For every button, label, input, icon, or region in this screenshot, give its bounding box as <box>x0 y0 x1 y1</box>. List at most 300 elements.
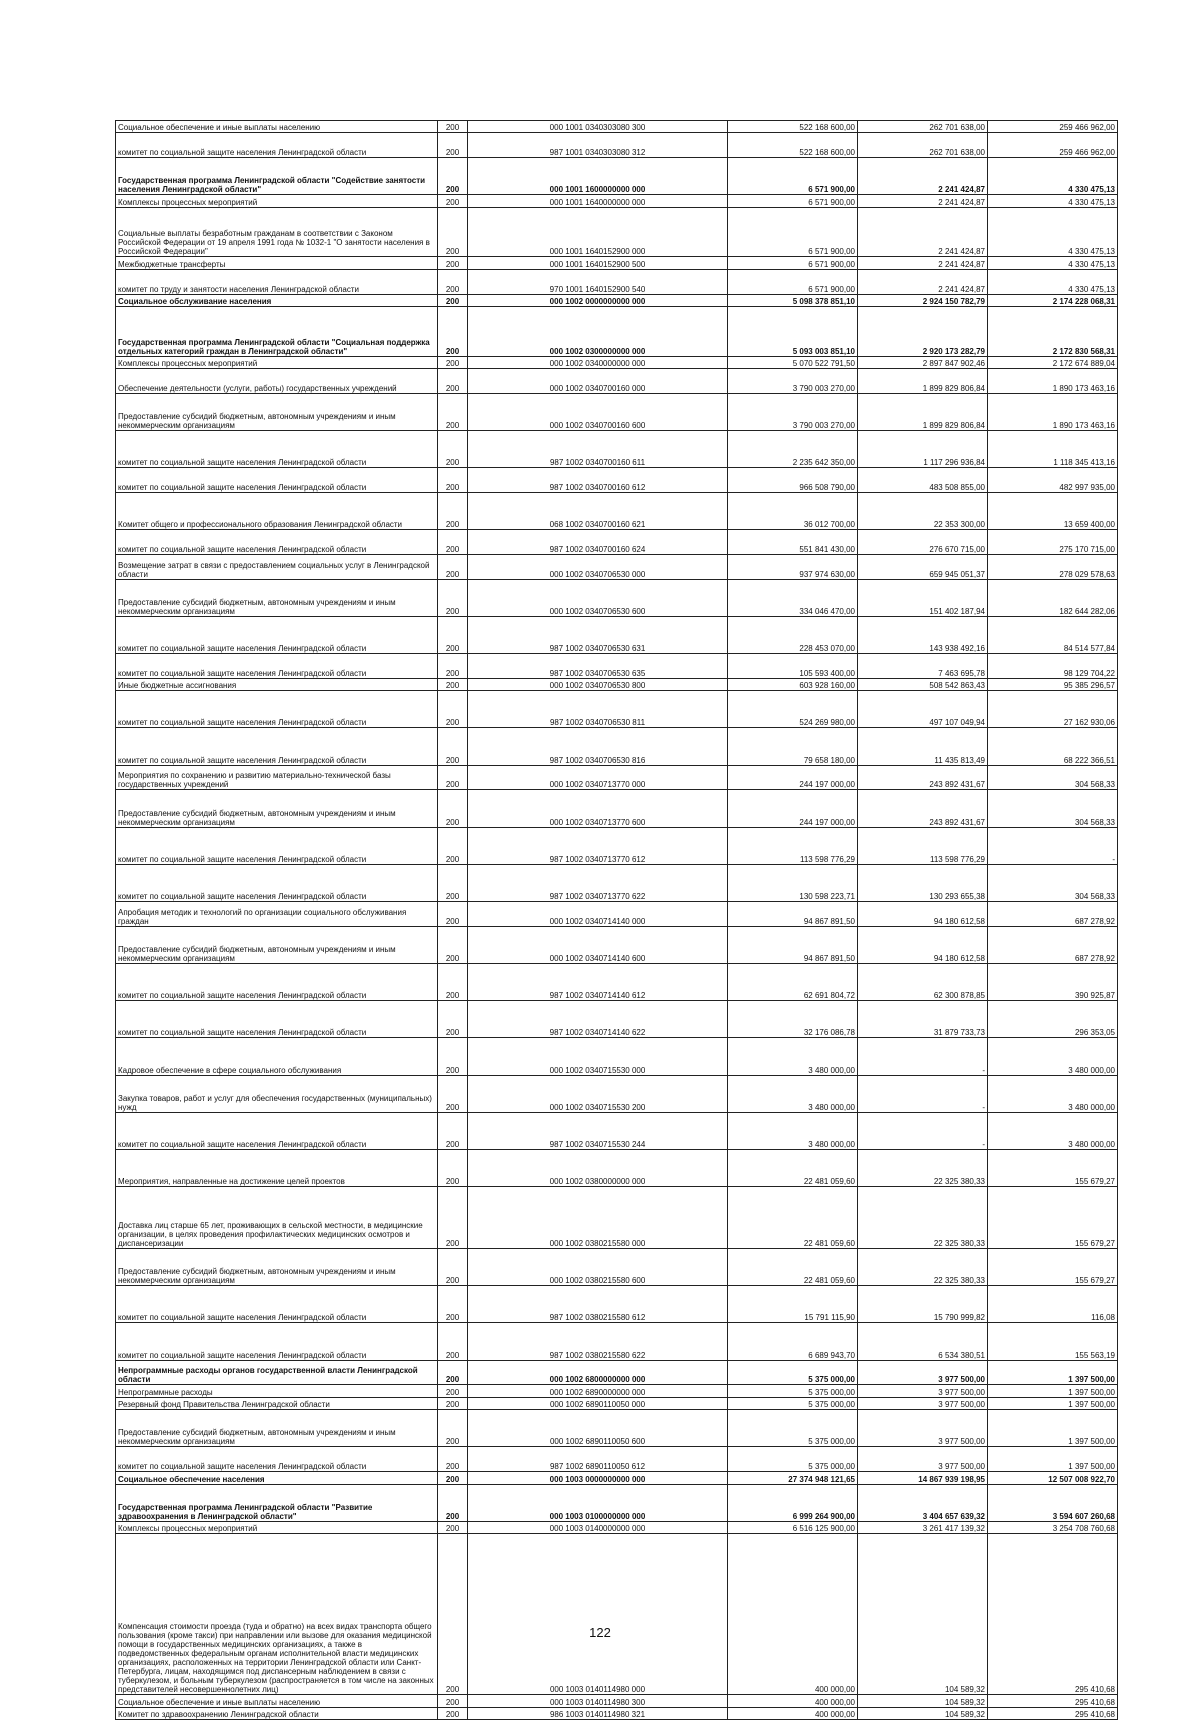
row-budget-code-cell: 000 1002 0340714140 600 <box>468 926 728 963</box>
row-line-code-cell: 200 <box>438 1397 468 1409</box>
row-approved-cell: 3 480 000,00 <box>728 1112 858 1149</box>
row-line-code-cell: 200 <box>438 1410 468 1447</box>
row-executed-cell: - <box>858 1112 988 1149</box>
row-executed-cell: 276 670 715,00 <box>858 530 988 555</box>
table-row <box>116 1249 1118 1286</box>
row-executed-cell: 104 589,32 <box>858 1695 988 1707</box>
row-executed-cell: 143 938 492,16 <box>858 616 988 653</box>
row-executed-cell: 31 879 733,73 <box>858 1001 988 1038</box>
table-row <box>116 356 1118 368</box>
row-executed-cell: 2 897 847 902,46 <box>858 356 988 368</box>
table-row <box>116 195 1118 207</box>
row-approved-cell: 15 791 115,90 <box>728 1286 858 1323</box>
row-executed-cell: 104 589,32 <box>858 1534 988 1695</box>
row-executed-cell: 15 790 999,82 <box>858 1286 988 1323</box>
row-budget-code-cell: 987 1002 0340706530 816 <box>468 728 728 765</box>
row-budget-code-cell: 987 1002 0340700160 611 <box>468 430 728 467</box>
row-name-cell: Мероприятия, направленные на достижение целей проектов <box>116 1149 438 1186</box>
row-approved-cell: 6 516 125 900,00 <box>728 1521 858 1533</box>
row-line-code-cell: 200 <box>438 195 468 207</box>
row-executed-cell: 1 899 829 806,84 <box>858 368 988 393</box>
row-approved-cell: 937 974 630,00 <box>728 554 858 579</box>
table-row <box>116 926 1118 963</box>
row-executed-cell: 659 945 051,37 <box>858 554 988 579</box>
table-row <box>116 554 1118 579</box>
row-budget-code-cell: 000 1001 1640152900 000 <box>468 207 728 257</box>
row-line-code-cell: 200 <box>438 654 468 679</box>
row-name-cell: комитет по социальной защите населения Ленинградской области <box>116 468 438 493</box>
row-executed-cell: 3 977 500,00 <box>858 1360 988 1385</box>
table-row <box>116 269 1118 294</box>
table-row <box>116 654 1118 679</box>
row-budget-code-cell: 987 1002 0340700160 612 <box>468 468 728 493</box>
row-executed-cell: 151 402 187,94 <box>858 579 988 616</box>
row-executed-cell: 3 977 500,00 <box>858 1385 988 1397</box>
row-line-code-cell: 200 <box>438 827 468 864</box>
row-approved-cell: 228 453 070,00 <box>728 616 858 653</box>
row-line-code-cell: 200 <box>438 1112 468 1149</box>
row-budget-code-cell: 987 1002 0340714140 612 <box>468 963 728 1000</box>
row-budget-code-cell: 000 1002 0000000000 000 <box>468 294 728 306</box>
row-name-cell: комитет по социальной защите населения Ленинградской области <box>116 1286 438 1323</box>
row-line-code-cell: 200 <box>438 1521 468 1533</box>
row-executed-cell: 3 404 657 639,32 <box>858 1484 988 1521</box>
row-name-cell: Комплексы процессных мероприятий <box>116 195 438 207</box>
row-name-cell: Социальное обеспечение и иные выплаты населению <box>116 121 438 133</box>
row-unexecuted-cell: 295 410,68 <box>988 1707 1118 1719</box>
row-unexecuted-cell: 68 222 366,51 <box>988 728 1118 765</box>
row-executed-cell: 94 180 612,58 <box>858 926 988 963</box>
row-budget-code-cell: 986 1003 0140114980 321 <box>468 1707 728 1719</box>
row-executed-cell: 497 107 049,94 <box>858 691 988 728</box>
row-unexecuted-cell: 1 890 173 463,16 <box>988 393 1118 430</box>
row-line-code-cell: 200 <box>438 269 468 294</box>
row-unexecuted-cell: 275 170 715,00 <box>988 530 1118 555</box>
row-name-cell: Социальные выплаты безработным гражданам в соответствии с Законом Российской Федерации от 19 апреля 1991 года № 1032-1 "О занятости населения в Российской Федерации" <box>116 207 438 257</box>
row-executed-cell: 483 508 855,00 <box>858 468 988 493</box>
row-unexecuted-cell: 3 254 708 760,68 <box>988 1521 1118 1533</box>
row-unexecuted-cell: 304 568,33 <box>988 765 1118 790</box>
row-unexecuted-cell: 295 410,68 <box>988 1534 1118 1695</box>
row-name-cell: Предоставление субсидий бюджетным, автономным учреждениям и иным некоммерческим организациям <box>116 1249 438 1286</box>
row-budget-code-cell: 000 1002 0340706530 000 <box>468 554 728 579</box>
row-name-cell: комитет по социальной защите населения Ленинградской области <box>116 827 438 864</box>
row-approved-cell: 6 571 900,00 <box>728 158 858 195</box>
row-budget-code-cell: 987 1002 0340714140 622 <box>468 1001 728 1038</box>
row-budget-code-cell: 000 1002 0380215580 000 <box>468 1187 728 1249</box>
row-executed-cell: 3 261 417 139,32 <box>858 1521 988 1533</box>
row-line-code-cell: 200 <box>438 1447 468 1472</box>
row-approved-cell: 3 790 003 270,00 <box>728 393 858 430</box>
table-row <box>116 393 1118 430</box>
row-executed-cell: 14 867 939 198,95 <box>858 1472 988 1484</box>
row-name-cell: Комплексы процессных мероприятий <box>116 356 438 368</box>
table-row <box>116 306 1118 356</box>
row-budget-code-cell: 000 1002 0340700160 000 <box>468 368 728 393</box>
row-name-cell: комитет по труду и занятости населения Ленинградской области <box>116 269 438 294</box>
row-line-code-cell: 200 <box>438 728 468 765</box>
table-row <box>116 1112 1118 1149</box>
row-executed-cell: 3 977 500,00 <box>858 1447 988 1472</box>
row-approved-cell: 400 000,00 <box>728 1707 858 1719</box>
row-approved-cell: 32 176 086,78 <box>728 1001 858 1038</box>
row-budget-code-cell: 000 1003 0140114980 300 <box>468 1695 728 1707</box>
row-approved-cell: 334 046 470,00 <box>728 579 858 616</box>
row-budget-code-cell: 000 1002 0340713770 000 <box>468 765 728 790</box>
row-name-cell: Предоставление субсидий бюджетным, автономным учреждениям и иным некоммерческим организациям <box>116 790 438 827</box>
row-approved-cell: 6 571 900,00 <box>728 195 858 207</box>
row-name-cell: комитет по социальной защите населения Ленинградской области <box>116 1112 438 1149</box>
row-budget-code-cell: 000 1002 6890110050 000 <box>468 1397 728 1409</box>
row-approved-cell: 400 000,00 <box>728 1534 858 1695</box>
row-executed-cell: 243 892 431,67 <box>858 790 988 827</box>
row-name-cell: Обеспечение деятельности (услуги, работы) государственных учреждений <box>116 368 438 393</box>
row-unexecuted-cell: 259 466 962,00 <box>988 121 1118 133</box>
row-unexecuted-cell: 390 925,87 <box>988 963 1118 1000</box>
row-name-cell: Предоставление субсидий бюджетным, автономным учреждениям и иным некоммерческим организациям <box>116 926 438 963</box>
row-approved-cell: 113 598 776,29 <box>728 827 858 864</box>
row-unexecuted-cell: 27 162 930,06 <box>988 691 1118 728</box>
row-approved-cell: 5 093 003 851,10 <box>728 306 858 356</box>
table-row <box>116 1075 1118 1112</box>
row-budget-code-cell: 000 1002 0380000000 000 <box>468 1149 728 1186</box>
row-name-cell: Непрограммные расходы <box>116 1385 438 1397</box>
row-name-cell: Компенсация стоимости проезда (туда и обратно) на всех видах транспорта общего пользования (кроме такси) при направлении или вызове для оказания медицинской помощи в государственных медицинских организациях, а также в подведомственных федеральным органам исполнительной власти медицинских организациях, расположенных на территории Ленинградской области или Санкт-Петербурга, лицам, находящимся под диспансерным наблюдением в связи с туберкулезом, и больным туберкулезом (распространяется в том числе на законных представителей несовершеннолетних лиц) <box>116 1534 438 1695</box>
row-executed-cell: 62 300 878,85 <box>858 963 988 1000</box>
row-line-code-cell: 200 <box>438 530 468 555</box>
row-executed-cell: 130 293 655,38 <box>858 864 988 901</box>
row-name-cell: Возмещение затрат в связи с предоставлением социальных услуг в Ленинградской области <box>116 554 438 579</box>
row-name-cell: Закупка товаров, работ и услуг для обеспечения государственных (муниципальных) нужд <box>116 1075 438 1112</box>
row-unexecuted-cell: 4 330 475,13 <box>988 195 1118 207</box>
row-name-cell: Апробация методик и технологий по организации социального обслуживания граждан <box>116 901 438 926</box>
row-approved-cell: 3 790 003 270,00 <box>728 368 858 393</box>
row-unexecuted-cell: - <box>988 827 1118 864</box>
row-approved-cell: 5 375 000,00 <box>728 1410 858 1447</box>
row-unexecuted-cell: 259 466 962,00 <box>988 133 1118 158</box>
row-budget-code-cell: 000 1002 0340713770 600 <box>468 790 728 827</box>
row-line-code-cell: 200 <box>438 207 468 257</box>
row-executed-cell: 1 117 296 936,84 <box>858 430 988 467</box>
row-budget-code-cell: 000 1002 0340700160 600 <box>468 393 728 430</box>
row-approved-cell: 5 375 000,00 <box>728 1447 858 1472</box>
table-row <box>116 1410 1118 1447</box>
row-budget-code-cell: 000 1001 0340303080 300 <box>468 121 728 133</box>
row-executed-cell: 3 977 500,00 <box>858 1410 988 1447</box>
row-unexecuted-cell: 3 480 000,00 <box>988 1112 1118 1149</box>
row-line-code-cell: 200 <box>438 1149 468 1186</box>
row-executed-cell: 104 589,32 <box>858 1707 988 1719</box>
row-unexecuted-cell: 304 568,33 <box>988 790 1118 827</box>
row-name-cell: Мероприятия по сохранению и развитию материально-технической базы государственных учреждений <box>116 765 438 790</box>
row-line-code-cell: 200 <box>438 1385 468 1397</box>
row-approved-cell: 603 928 160,00 <box>728 678 858 690</box>
row-line-code-cell: 200 <box>438 1001 468 1038</box>
row-budget-code-cell: 000 1003 0140000000 000 <box>468 1521 728 1533</box>
row-name-cell: Государственная программа Ленинградской области "Социальная поддержка отдельных категорий граждан в Ленинградской области" <box>116 306 438 356</box>
row-unexecuted-cell: 4 330 475,13 <box>988 257 1118 269</box>
row-name-cell: комитет по социальной защите населения Ленинградской области <box>116 654 438 679</box>
table-row <box>116 1286 1118 1323</box>
table-row <box>116 765 1118 790</box>
row-budget-code-cell: 987 1002 0340713770 622 <box>468 864 728 901</box>
row-unexecuted-cell: 295 410,68 <box>988 1695 1118 1707</box>
row-executed-cell: 2 241 424,87 <box>858 207 988 257</box>
row-line-code-cell: 200 <box>438 1323 468 1360</box>
row-approved-cell: 5 375 000,00 <box>728 1385 858 1397</box>
table-row <box>116 1001 1118 1038</box>
row-unexecuted-cell: 4 330 475,13 <box>988 269 1118 294</box>
row-name-cell: Комитет по здравоохранению Ленинградской области <box>116 1707 438 1719</box>
row-budget-code-cell: 000 1001 1640152900 500 <box>468 257 728 269</box>
row-name-cell: комитет по социальной защите населения Ленинградской области <box>116 1323 438 1360</box>
table-row <box>116 492 1118 529</box>
row-budget-code-cell: 970 1001 1640152900 540 <box>468 269 728 294</box>
row-name-cell: комитет по социальной защите населения Ленинградской области <box>116 728 438 765</box>
row-line-code-cell: 200 <box>438 864 468 901</box>
row-line-code-cell: 200 <box>438 963 468 1000</box>
row-line-code-cell: 200 <box>438 492 468 529</box>
row-budget-code-cell: 000 1002 0340714140 000 <box>468 901 728 926</box>
row-unexecuted-cell: 278 029 578,63 <box>988 554 1118 579</box>
row-line-code-cell: 200 <box>438 133 468 158</box>
row-executed-cell: 6 534 380,51 <box>858 1323 988 1360</box>
row-approved-cell: 400 000,00 <box>728 1695 858 1707</box>
row-unexecuted-cell: 1 397 500,00 <box>988 1397 1118 1409</box>
row-line-code-cell: 200 <box>438 1249 468 1286</box>
row-executed-cell: 2 241 424,87 <box>858 195 988 207</box>
row-unexecuted-cell: 3 594 607 260,68 <box>988 1484 1118 1521</box>
table-row <box>116 158 1118 195</box>
row-executed-cell: 22 325 380,33 <box>858 1249 988 1286</box>
row-name-cell: комитет по социальной защите населения Ленинградской области <box>116 430 438 467</box>
row-unexecuted-cell: 2 172 674 889,04 <box>988 356 1118 368</box>
row-approved-cell: 244 197 000,00 <box>728 765 858 790</box>
row-name-cell: Социальное обеспечение и иные выплаты населению <box>116 1695 438 1707</box>
row-budget-code-cell: 987 1002 0380215580 612 <box>468 1286 728 1323</box>
row-name-cell: комитет по социальной защите населения Ленинградской области <box>116 1001 438 1038</box>
row-executed-cell: 22 353 300,00 <box>858 492 988 529</box>
table-row <box>116 294 1118 306</box>
row-line-code-cell: 200 <box>438 616 468 653</box>
row-approved-cell: 6 999 264 900,00 <box>728 1484 858 1521</box>
row-budget-code-cell: 000 1002 0300000000 000 <box>468 306 728 356</box>
row-approved-cell: 6 571 900,00 <box>728 257 858 269</box>
row-executed-cell: 2 241 424,87 <box>858 269 988 294</box>
row-budget-code-cell: 000 1002 6800000000 000 <box>468 1360 728 1385</box>
table-row <box>116 1385 1118 1397</box>
row-unexecuted-cell: 98 129 704,22 <box>988 654 1118 679</box>
row-unexecuted-cell: 1 397 500,00 <box>988 1385 1118 1397</box>
row-budget-code-cell: 000 1002 0380215580 600 <box>468 1249 728 1286</box>
table-row <box>116 827 1118 864</box>
row-line-code-cell: 200 <box>438 691 468 728</box>
row-budget-code-cell: 068 1002 0340700160 621 <box>468 492 728 529</box>
row-executed-cell: 22 325 380,33 <box>858 1149 988 1186</box>
row-budget-code-cell: 987 1002 6890110050 612 <box>468 1447 728 1472</box>
row-name-cell: Социальное обслуживание населения <box>116 294 438 306</box>
row-name-cell: комитет по социальной защите населения Ленинградской области <box>116 864 438 901</box>
row-line-code-cell: 200 <box>438 901 468 926</box>
table-row <box>116 257 1118 269</box>
row-unexecuted-cell: 1 890 173 463,16 <box>988 368 1118 393</box>
row-approved-cell: 5 070 522 791,50 <box>728 356 858 368</box>
table-row <box>116 790 1118 827</box>
row-approved-cell: 244 197 000,00 <box>728 790 858 827</box>
table-row <box>116 530 1118 555</box>
row-approved-cell: 36 012 700,00 <box>728 492 858 529</box>
row-executed-cell: - <box>858 1075 988 1112</box>
table-row <box>116 728 1118 765</box>
row-line-code-cell: 200 <box>438 1038 468 1075</box>
row-line-code-cell: 200 <box>438 1707 468 1719</box>
row-executed-cell: 22 325 380,33 <box>858 1187 988 1249</box>
row-budget-code-cell: 000 1001 1600000000 000 <box>468 158 728 195</box>
page-number: 122 <box>589 1625 611 1640</box>
row-unexecuted-cell: 4 330 475,13 <box>988 207 1118 257</box>
row-unexecuted-cell: 155 563,19 <box>988 1323 1118 1360</box>
row-budget-code-cell: 987 1002 0340706530 631 <box>468 616 728 653</box>
row-unexecuted-cell: 687 278,92 <box>988 901 1118 926</box>
row-line-code-cell: 200 <box>438 1187 468 1249</box>
row-line-code-cell: 200 <box>438 356 468 368</box>
row-executed-cell: 508 542 863,43 <box>858 678 988 690</box>
row-budget-code-cell: 987 1002 0340715530 244 <box>468 1112 728 1149</box>
row-name-cell: комитет по социальной защите населения Ленинградской области <box>116 691 438 728</box>
row-unexecuted-cell: 2 172 830 568,31 <box>988 306 1118 356</box>
row-name-cell: Кадровое обеспечение в сфере социального обслуживания <box>116 1038 438 1075</box>
table-row <box>116 1360 1118 1385</box>
row-approved-cell: 5 375 000,00 <box>728 1397 858 1409</box>
row-unexecuted-cell: 13 659 400,00 <box>988 492 1118 529</box>
row-unexecuted-cell: 1 397 500,00 <box>988 1410 1118 1447</box>
row-line-code-cell: 200 <box>438 306 468 356</box>
row-executed-cell: 113 598 776,29 <box>858 827 988 864</box>
row-name-cell: комитет по социальной защите населения Ленинградской области <box>116 963 438 1000</box>
table-row <box>116 430 1118 467</box>
row-budget-code-cell: 987 1002 0340700160 624 <box>468 530 728 555</box>
row-line-code-cell: 200 <box>438 1695 468 1707</box>
row-line-code-cell: 200 <box>438 368 468 393</box>
row-line-code-cell: 200 <box>438 579 468 616</box>
row-name-cell: Резервный фонд Правительства Ленинградской области <box>116 1397 438 1409</box>
row-name-cell: Доставка лиц старше 65 лет, проживающих в сельской местности, в медицинские организации, в целях проведения профилактических медицинских осмотров и диспансеризации <box>116 1187 438 1249</box>
row-line-code-cell: 200 <box>438 926 468 963</box>
row-unexecuted-cell: 84 514 577,84 <box>988 616 1118 653</box>
row-unexecuted-cell: 12 507 008 922,70 <box>988 1472 1118 1484</box>
row-name-cell: Комплексы процессных мероприятий <box>116 1521 438 1533</box>
row-approved-cell: 6 571 900,00 <box>728 207 858 257</box>
row-unexecuted-cell: 687 278,92 <box>988 926 1118 963</box>
table-row <box>116 1484 1118 1521</box>
row-approved-cell: 22 481 059,60 <box>728 1187 858 1249</box>
row-line-code-cell: 200 <box>438 257 468 269</box>
row-approved-cell: 22 481 059,60 <box>728 1149 858 1186</box>
row-approved-cell: 62 691 804,72 <box>728 963 858 1000</box>
row-name-cell: Межбюджетные трансферты <box>116 257 438 269</box>
budget-execution-table <box>115 120 1118 1720</box>
table-row <box>116 368 1118 393</box>
row-approved-cell: 22 481 059,60 <box>728 1249 858 1286</box>
row-approved-cell: 94 867 891,50 <box>728 926 858 963</box>
row-name-cell: Предоставление субсидий бюджетным, автономным учреждениям и иным некоммерческим организациям <box>116 1410 438 1447</box>
table-row <box>116 1038 1118 1075</box>
row-name-cell: Государственная программа Ленинградской области "Развитие здравоохранения в Ленинградской области" <box>116 1484 438 1521</box>
table-row <box>116 1472 1118 1484</box>
table-row <box>116 1707 1118 1719</box>
row-line-code-cell: 200 <box>438 430 468 467</box>
row-name-cell: Предоставление субсидий бюджетным, автономным учреждениям и иным некоммерческим организациям <box>116 393 438 430</box>
row-budget-code-cell: 000 1002 0340715530 200 <box>468 1075 728 1112</box>
row-unexecuted-cell: 155 679,27 <box>988 1149 1118 1186</box>
table-row <box>116 133 1118 158</box>
row-executed-cell: 262 701 638,00 <box>858 121 988 133</box>
row-line-code-cell: 200 <box>438 1534 468 1695</box>
row-executed-cell: 2 241 424,87 <box>858 257 988 269</box>
row-approved-cell: 94 867 891,50 <box>728 901 858 926</box>
row-executed-cell: 3 977 500,00 <box>858 1397 988 1409</box>
row-budget-code-cell: 000 1002 0340706530 800 <box>468 678 728 690</box>
row-approved-cell: 3 480 000,00 <box>728 1038 858 1075</box>
row-unexecuted-cell: 296 353,05 <box>988 1001 1118 1038</box>
row-unexecuted-cell: 3 480 000,00 <box>988 1075 1118 1112</box>
row-unexecuted-cell: 3 480 000,00 <box>988 1038 1118 1075</box>
row-unexecuted-cell: 95 385 296,57 <box>988 678 1118 690</box>
row-executed-cell: 94 180 612,58 <box>858 901 988 926</box>
row-approved-cell: 551 841 430,00 <box>728 530 858 555</box>
row-line-code-cell: 200 <box>438 1484 468 1521</box>
row-line-code-cell: 200 <box>438 294 468 306</box>
row-executed-cell: - <box>858 1038 988 1075</box>
row-unexecuted-cell: 116,08 <box>988 1286 1118 1323</box>
row-line-code-cell: 200 <box>438 1472 468 1484</box>
table-row <box>116 1521 1118 1533</box>
row-name-cell: Социальное обеспечение населения <box>116 1472 438 1484</box>
row-budget-code-cell: 987 1002 0380215580 622 <box>468 1323 728 1360</box>
row-unexecuted-cell: 4 330 475,13 <box>988 158 1118 195</box>
row-approved-cell: 105 593 400,00 <box>728 654 858 679</box>
table-row <box>116 1187 1118 1249</box>
row-unexecuted-cell: 1 118 345 413,16 <box>988 430 1118 467</box>
row-budget-code-cell: 000 1002 0340715530 000 <box>468 1038 728 1075</box>
row-line-code-cell: 200 <box>438 121 468 133</box>
row-executed-cell: 11 435 813,49 <box>858 728 988 765</box>
row-executed-cell: 243 892 431,67 <box>858 765 988 790</box>
row-budget-code-cell: 000 1003 0100000000 000 <box>468 1484 728 1521</box>
row-approved-cell: 27 374 948 121,65 <box>728 1472 858 1484</box>
row-approved-cell: 5 375 000,00 <box>728 1360 858 1385</box>
row-name-cell: комитет по социальной защите населения Ленинградской области <box>116 616 438 653</box>
row-executed-cell: 7 463 695,78 <box>858 654 988 679</box>
row-line-code-cell: 200 <box>438 554 468 579</box>
row-name-cell: комитет по социальной защите населения Ленинградской области <box>116 530 438 555</box>
row-unexecuted-cell: 1 397 500,00 <box>988 1360 1118 1385</box>
row-approved-cell: 79 658 180,00 <box>728 728 858 765</box>
row-approved-cell: 522 168 600,00 <box>728 133 858 158</box>
table-row <box>116 1534 1118 1695</box>
table-row <box>116 1323 1118 1360</box>
table-row <box>116 1149 1118 1186</box>
row-name-cell: Комитет общего и профессионального образования Ленинградской области <box>116 492 438 529</box>
row-budget-code-cell: 987 1002 0340706530 811 <box>468 691 728 728</box>
row-budget-code-cell: 000 1003 0000000000 000 <box>468 1472 728 1484</box>
row-unexecuted-cell: 182 644 282,06 <box>988 579 1118 616</box>
row-executed-cell: 2 920 173 282,79 <box>858 306 988 356</box>
row-unexecuted-cell: 155 679,27 <box>988 1187 1118 1249</box>
row-budget-code-cell: 000 1002 0340706530 600 <box>468 579 728 616</box>
row-line-code-cell: 200 <box>438 468 468 493</box>
table-row <box>116 678 1118 690</box>
